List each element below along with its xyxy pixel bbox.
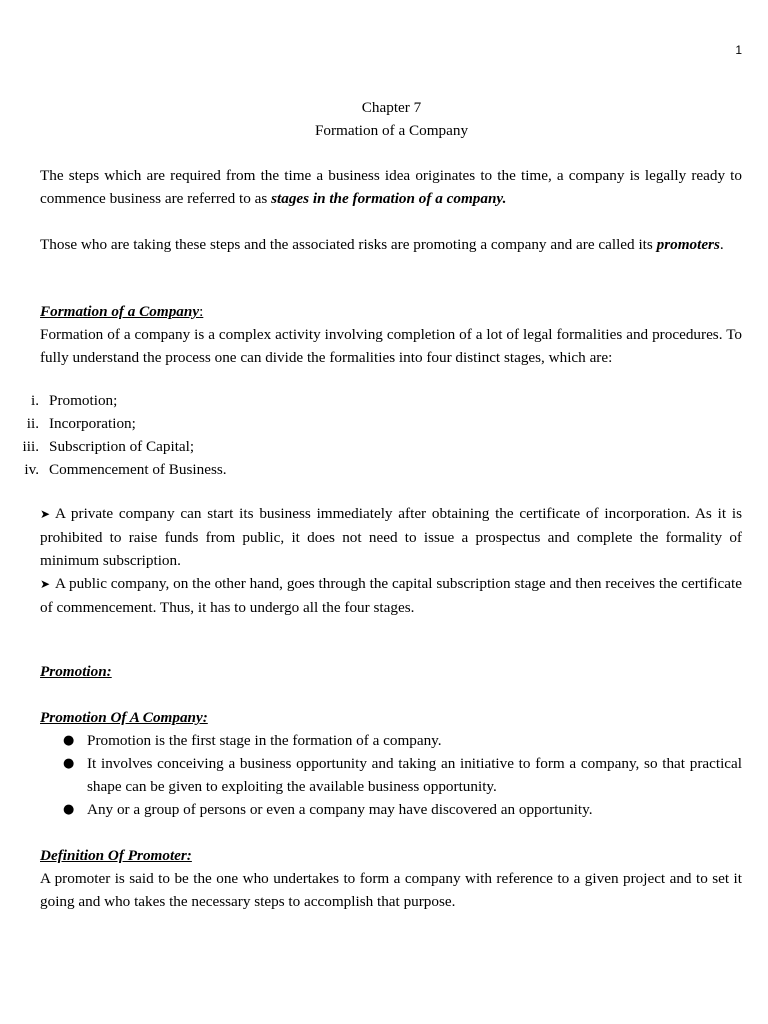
- promotion-bullets: [0, 729, 742, 821]
- promoters-emphasis: promoters: [656, 236, 720, 253]
- intro-paragraph-promoters: [40, 233, 742, 256]
- company-type-points: [40, 502, 742, 619]
- bullet-text: Promotion is the first stage in the formation of a company.: [87, 732, 442, 749]
- formation-heading-colon: :: [199, 303, 204, 320]
- stage-item: [0, 412, 742, 435]
- stages-emphasis: stages in the formation of a company.: [271, 190, 507, 207]
- stage-text: Incorporation;: [49, 415, 136, 432]
- chapter-number: Chapter 7: [361, 99, 422, 116]
- intro-text-2-end: .: [719, 236, 724, 253]
- stage-text: Commencement of Business.: [49, 461, 227, 478]
- promoter-definition-body: A promoter is said to be the one who undertakes to form a company with reference to a given project and to set it going and who takes the necessary steps to accomplish that purpose.: [40, 870, 742, 910]
- bullet-item: [0, 798, 742, 821]
- arrow-list-item: [40, 502, 742, 572]
- intro-paragraph-stages: [40, 164, 742, 210]
- page-number: 1: [735, 43, 742, 57]
- stage-number: i.: [30, 392, 39, 409]
- round-bullet-icon: ●: [63, 756, 75, 771]
- public-company-point: A public company, on the other hand, goes through the capital subscription stage and then receives the certificate of commencement. Thus, it has to undergo all the four stages.: [40, 575, 742, 616]
- stage-number: iii.: [22, 438, 39, 455]
- stage-item: [0, 458, 742, 481]
- stage-number: iv.: [24, 461, 39, 478]
- round-bullet-icon: ●: [63, 802, 75, 817]
- intro-text-1: The steps which are required from the time a business idea originates to the time, a company is legally ready to commence business are referred to as: [40, 167, 742, 207]
- promotion-heading: Promotion:: [40, 663, 112, 680]
- stage-text: Subscription of Capital;: [49, 438, 195, 455]
- intro-text-2: Those who are taking these steps and the associated risks are promoting a company and are called its: [40, 236, 657, 253]
- private-company-point: A private company can start its business immediately after obtaining the certificate of incorporation. As it is prohibited to raise funds from public, it does not need to issue a prospectus and complete the formality of minimum subscription.: [40, 505, 742, 569]
- arrowhead-bullet-icon: ➤: [40, 577, 51, 591]
- bullet-text: Any or a group of persons or even a company may have discovered an opportunity.: [87, 801, 593, 818]
- stage-item: [0, 435, 742, 458]
- arrowhead-bullet-icon: ➤: [40, 507, 51, 521]
- bullet-item: [0, 752, 742, 798]
- stage-text: Promotion;: [49, 392, 118, 409]
- promotion-subheading: Promotion Of A Company:: [40, 709, 208, 726]
- chapter-heading: [0, 96, 768, 142]
- bullet-item: [0, 729, 742, 752]
- promoter-definition-heading: Definition Of Promoter:: [40, 847, 192, 864]
- formation-heading-text: Formation of a Company: [40, 303, 200, 320]
- chapter-title: Formation of a Company: [314, 122, 469, 139]
- stage-item: [0, 389, 742, 412]
- round-bullet-icon: ●: [63, 733, 75, 748]
- formation-stages-list: [0, 389, 742, 481]
- bullet-text: It involves conceiving a business opportunity and taking an initiative to form a company, so that practical shape can be given to exploiting the available business opportunity.: [87, 755, 742, 795]
- formation-heading: [40, 300, 203, 323]
- arrow-list-item: [40, 572, 742, 619]
- stage-number: ii.: [26, 415, 39, 432]
- formation-body: Formation of a company is a complex activity involving completion of a lot of legal formalities and procedures. To fully understand the process one can divide the formalities into four distinct stages, which are:: [40, 326, 742, 366]
